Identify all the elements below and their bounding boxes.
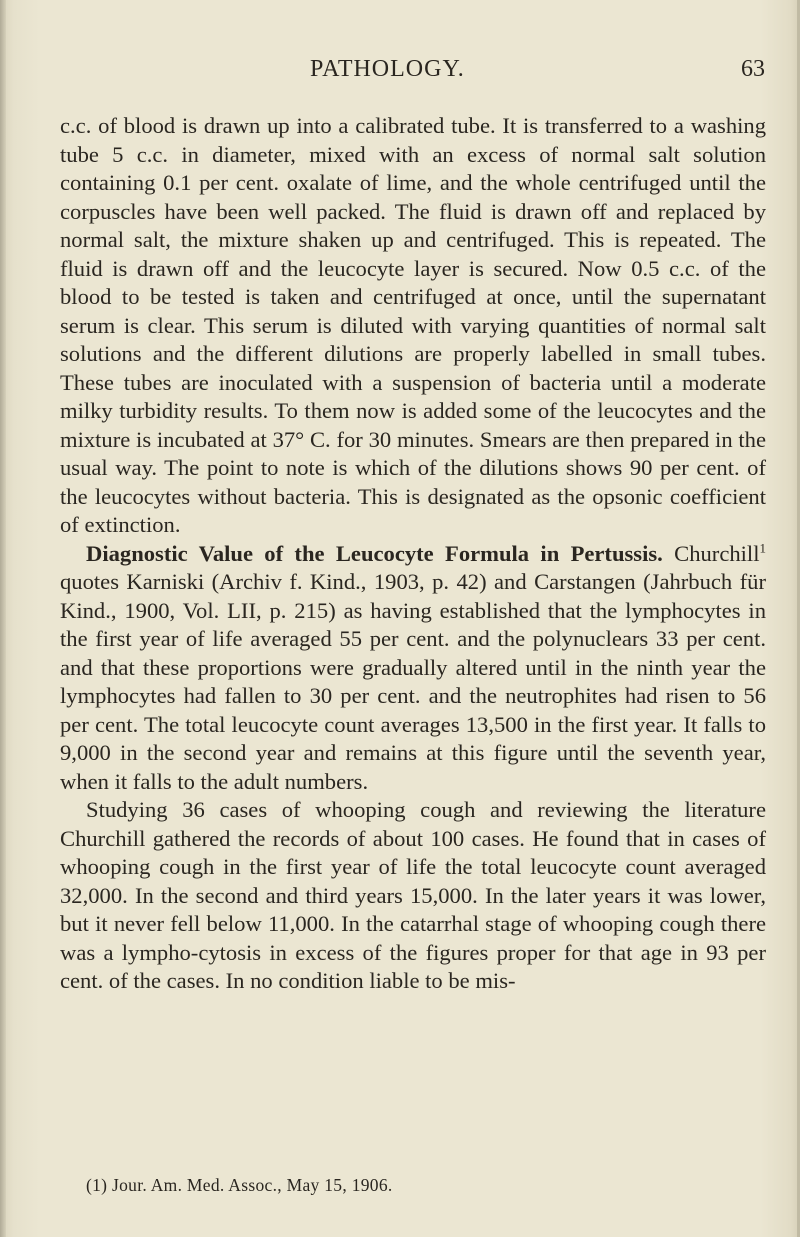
paragraph-2-start: Churchill [674,540,760,566]
page-body [60,112,766,996]
footnote-reference: 1 [759,539,766,555]
paragraph-whooping-cough: Studying 36 cases of whooping cough and reviewing the literature Churchill gathered the records of about 100 cases. He found that in cases of whooping cough in the first year of life the total leucocyte count averaged 32,000. In the second and third years 15,000. In the later years it was lower, but it never fell below 11,000. In the catarrhal stage of whooping cough there was a lympho-cytosis in excess of the figures proper for that age in 93 per cent. of the cases. In no condition liable to be mis- [60,797,766,993]
footnote: (1) Jour. Am. Med. Assoc., May 15, 1906. [86,1175,393,1195]
page-left-edge-shadow [0,0,6,1237]
paragraph-churchill-quotes [60,540,766,797]
page-number: 63 [741,56,765,82]
page-header [60,56,765,88]
paragraph-opsonic-method: c.c. of blood is drawn up into a calibrated tube. It is transferred to a washing tube 5 c.c. in diameter, mixed with an excess of normal salt solution containing 0.1 per cent. oxalate of lime, and the whole centrifuged until the corpuscles have been well packed. The fluid is drawn off and replaced by normal salt, the mixture shaken up and centrifuged. This is repeated. The fluid is drawn off and the leucocyte layer is secured. Now 0.5 c.c. of the blood to be tested is taken and centrifuged at once, until the supernatant serum is clear. This serum is diluted with varying quantities of normal salt solutions and the different dilutions are properly labelled in small tubes. These tubes are inoculated with a suspension of bacteria until a moderate milky turbidity results. To them now is added some of the leucocytes and the mixture is incubated at 37° C. for 30 minutes. Smears are then prepared in the usual way. The point to note is which of the dilutions shows 90 per cent. of the leucocytes without bacteria. This is designated as the opsonic coefficient of extinction. [60,113,766,537]
running-head: PATHOLOGY. [310,56,465,82]
paragraph-2-rest: quotes Karniski (Archiv f. Kind., 1903, p. 42) and Carstangen (Jahrbuch für Kind., 1900, Vol. LII, p. 215) as having established that the lymphocytes in the first year of life averaged 55 per cent. and the polynuclears 33 per cent. and that these proportions were gradually altered until in the ninth year the lymphocytes had fallen to 30 per cent. and the neutrophites had risen to 56 per cent. The total leucocyte count averages 13,500 in the first year. It falls to 9,000 in the second year and remains at this figure until the seventh year, when it falls to the adult numbers. [60,569,766,794]
section-heading: Diagnostic Value of the Leucocyte Formula in Pertussis. [86,540,663,566]
